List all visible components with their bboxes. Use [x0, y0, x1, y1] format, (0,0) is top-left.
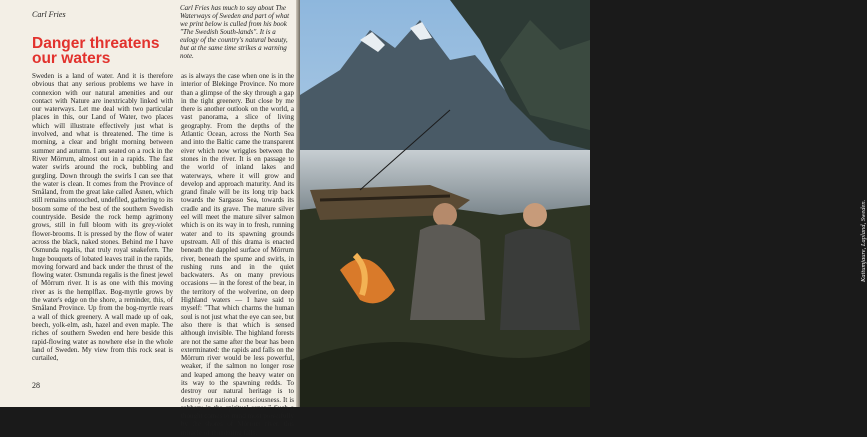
- body-text-2: as is always the case when one is in the interior of Blekinge Province. No more than a glimpse of the sky through a gap in the tight greenery. But close by me there is another outlook on the world, a vast panorama, a slice of living geography. From the depths of the Atlantic Ocean, across the North Sea and into the Baltic came the transparent eiver which now wriggles between the stones in the river. It is en passage to the world of inland lakes and waterways, where it will grow and develop and approach maturity. And its grand finale will be its long trip back towards the Sargasso Sea, towards its cradle and its grave. The mature silver eel will meet the mature silver salmon which is on its way in to fresh, running water and to its spawning grounds upstream. All of this drama is enacted beneath the dappled surface of Mörrum river, beneath the spume and swirls, in rushing runs and in the quiet backwaters. As on many previous occasions — in the forest of the bear, in the territory of the wolverine, on deep Highland waters — I have said to myself: "That which charms the human soul is not just what the eye can see, but also there is that which is sensed although invisible. The highland forests are not the same after the bear has been exterminated: the rapids and falls on the Mörrum river would be less powerful, weaker, if the salmon no longer rose and leaped among the heavy water on its way to the spawning redds. To destroy our natural heritage is to destroy our national consciousness. It is robbery in the spiritual sense." Such a thought comes to mind most powerfully by the shores of Mörrum river, this miracle of thundering falls,: [181, 72, 294, 437]
- photo-illustration: [300, 0, 590, 407]
- headline: Danger threatens our waters: [32, 35, 160, 67]
- body-text-1: Sweden is a land of water. And it is therefore obvious that any serious problems we have in connexion with our natural amenities and our contact with Nature are inextricably linked with our waterways. Let me deal with two particular places in this, our Land of Water, two places which will illustrate effectively just what is involved, and what is threatened. The time is morning, a clear and bright morning between summer and autumn. I am seated on a rock in the River Mörrum, almost out in a rapids. The fast water swirls around the rock, bubbling and gurgling. Down through the swirls I can see that the water is clean. It comes from the Province of Småland, from the great lake called Åsnen, which still remains untouched, undefiled, gathering to its bosom some of the best of the southern Swedish countryside. Beside the rock hemp agrimony grows, still in full bloom with its grey-violet flower-brooms. It is pressed by the flow of water across the black, naked stones. Behind me I have Osmunda regalis, that truly royal snakefern. The huge bouquets of lobated leaves trail in the rapids, moving forward and back under the thrust of the flowing water. Osmunda regalis is the finest jewel of Mörrum river. It is as one with this moving river as is the hemplflax. Bog-myrtle grows by the water's edge on the shore, a reminder, this, of Småland Province. Up from the bog-myrtle rears a wall of thick greenery. A wall made up of oak, beech, yolk-elm, ash, hazel and even maple. The riches of southern Sweden end here beside this rapid-flowing water as nowhere else in the whole land of Sweden. My view from this rock seat is curtailed,: [32, 72, 173, 363]
- page-number: 28: [32, 381, 40, 390]
- intro-text: Carl Fries has much to say about The Waterways of Sweden and part of what we print below is culled from his book "The Swedish South-lands". It is a eulogy of the country's natural beauty, but at the same time strikes a warning note.: [180, 4, 290, 60]
- photo-caption: Kaitumjaure, Lapland, Sweden.: [860, 199, 867, 282]
- body-column-2: [181, 72, 294, 437]
- lake-photo: [300, 0, 867, 407]
- left-page: [0, 0, 300, 437]
- author-name: Carl Fries: [32, 10, 66, 19]
- body-column-1: [32, 72, 173, 362]
